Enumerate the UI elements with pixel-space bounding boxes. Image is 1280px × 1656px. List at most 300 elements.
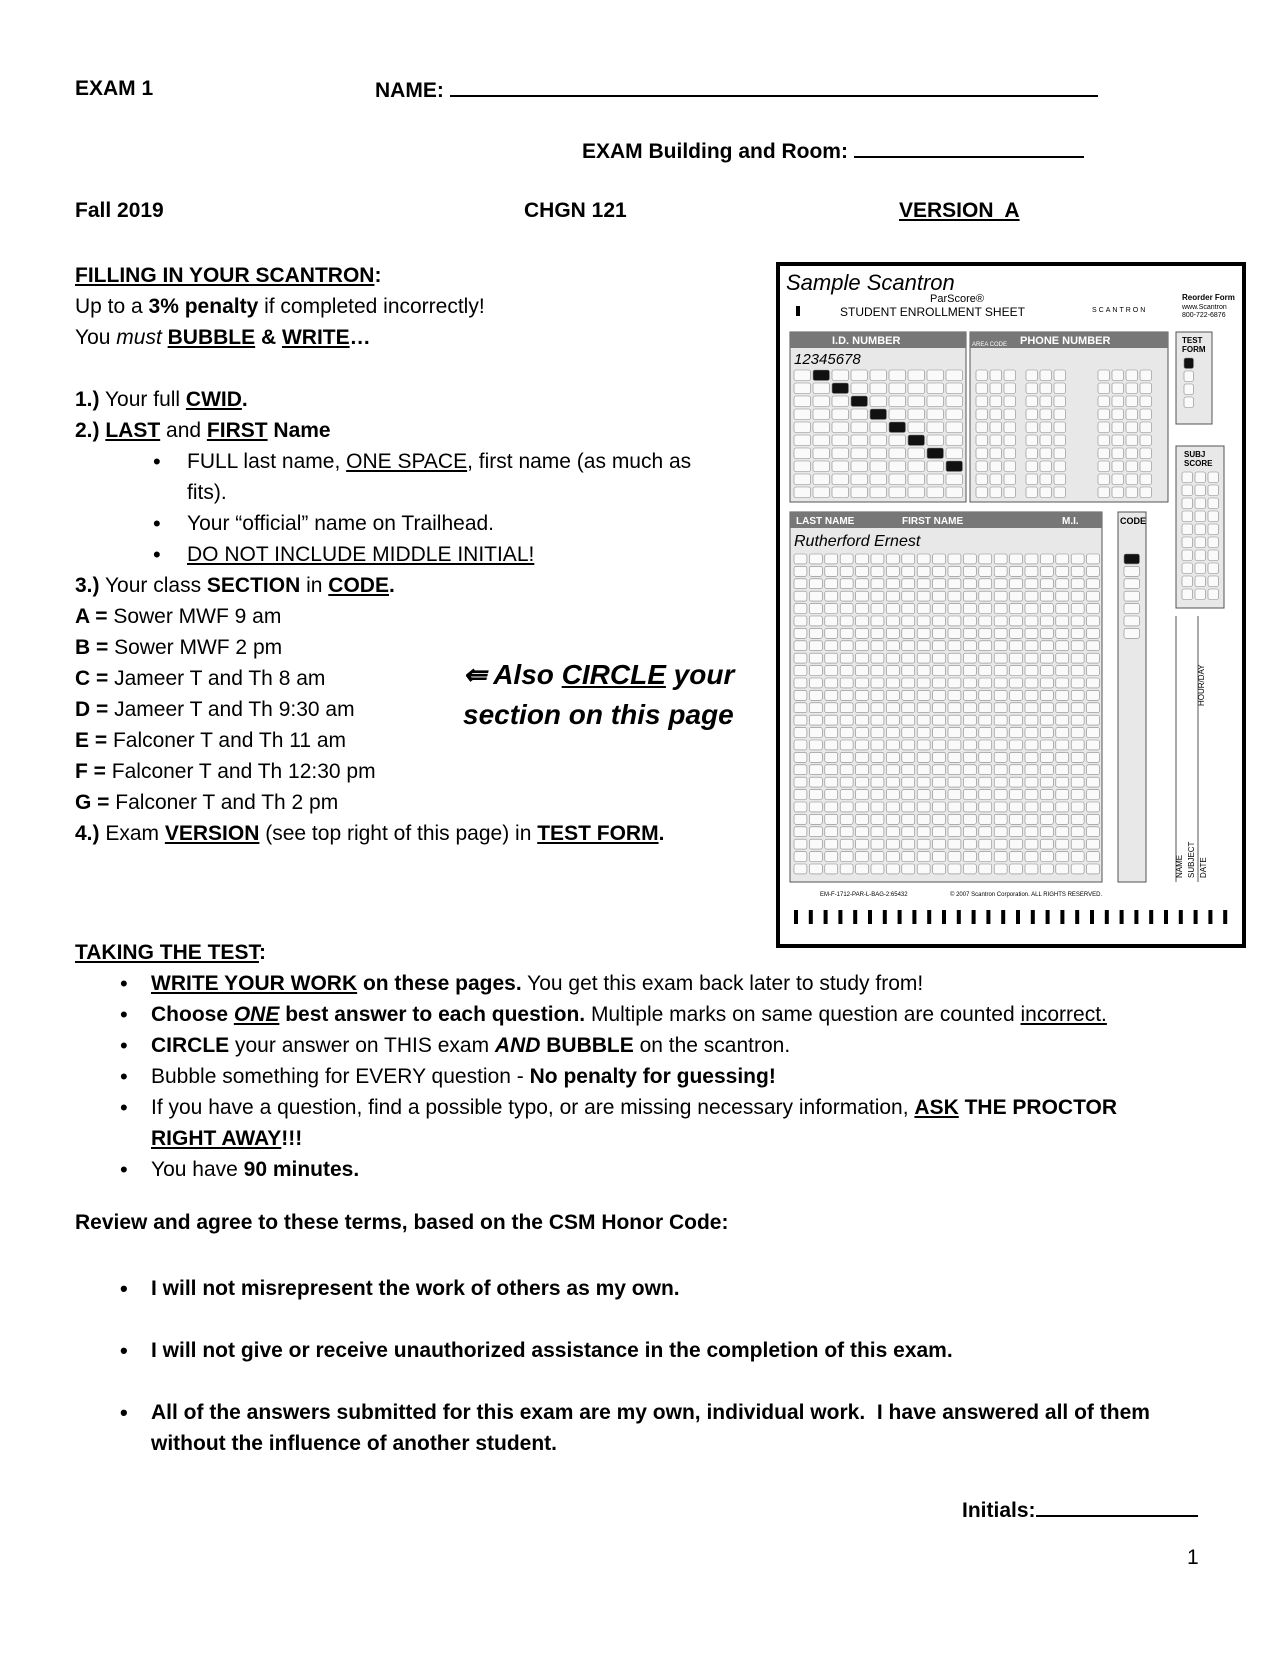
bubble [794,666,807,676]
bubble [933,628,946,638]
bubble [902,591,915,601]
bubble [809,678,822,688]
bubble [825,790,838,800]
bubble [946,474,963,485]
bubble [902,641,915,651]
bubble [840,852,853,862]
bubble [902,728,915,738]
bubble [927,383,944,394]
bubble [1056,591,1069,601]
bubble [1098,474,1110,485]
timing-mark [1208,910,1212,924]
bubble [990,396,1002,407]
bubble [1010,864,1023,874]
bubble [933,579,946,589]
bubble [832,396,849,407]
bubble [813,474,830,485]
bubble [1071,827,1084,837]
bubble [990,370,1002,381]
bubble [908,422,925,433]
bubble [809,802,822,812]
bubble [933,641,946,651]
timing-mark [912,910,916,924]
bubble [1071,579,1084,589]
bubble [948,641,961,651]
phone-number-label: PHONE NUMBER [1020,335,1111,347]
bubble [1026,409,1038,420]
bubble [994,752,1007,762]
bubble [948,715,961,725]
bubble [886,616,899,626]
step-2: 2.) LAST and FIRST Name [75,419,331,442]
bubble [979,752,992,762]
bubble [1056,579,1069,589]
bubble [902,827,915,837]
bubble [1208,589,1219,600]
bubble [933,703,946,713]
bubble [1071,728,1084,738]
bubble [1195,498,1206,509]
bubble [1140,461,1152,472]
bubble [886,703,899,713]
bubble [1098,448,1110,459]
bubble [902,616,915,626]
bubble [917,678,930,688]
bubble [917,653,930,663]
bubble [946,435,963,446]
bubble [948,777,961,787]
bubble [1087,715,1100,725]
bubble [917,740,930,750]
bubble [902,678,915,688]
bubble [1087,666,1100,676]
id-number-label: I.D. NUMBER [832,335,901,347]
filling-heading: FILLING IN YOUR SCANTRON [75,264,375,287]
bubble [851,461,868,472]
bubble [1184,384,1194,395]
bubble [1195,537,1206,548]
bubble [994,864,1007,874]
bubble [1040,827,1053,837]
bubble [889,448,906,459]
bubble [794,616,807,626]
bubble [933,678,946,688]
bubble [902,740,915,750]
bubble [856,591,869,601]
bubble [840,604,853,614]
section-code-item: C = Jameer T and Th 8 am [75,667,326,690]
bubble [902,628,915,638]
bubble [851,474,868,485]
bubble [979,827,992,837]
bubble [1087,740,1100,750]
initials-field[interactable] [962,1497,1198,1523]
id-number-written: 12345678 [794,351,861,368]
bubble [832,409,849,420]
honor-heading: Review and agree to these terms, based on the CSM Honor Code: [75,1211,729,1234]
bubble [948,678,961,688]
bubble [1056,864,1069,874]
bubble [994,591,1007,601]
bubble [794,604,807,614]
bubble [902,690,915,700]
bubble [917,728,930,738]
bubble [840,777,853,787]
form-number: EM-F-1712-PAR-L-BAG-2:65432 [820,892,908,898]
bubble [825,666,838,676]
bubble [917,715,930,725]
bubble [1087,852,1100,862]
bubble [886,765,899,775]
bubble [946,422,963,433]
bubble [1054,396,1066,407]
bubble [794,628,807,638]
bubble [886,678,899,688]
timing-mark [957,910,961,924]
initials-blank[interactable] [1036,1497,1198,1517]
bubble [1054,474,1066,485]
bubble [871,839,884,849]
bubble [840,678,853,688]
section-code-item: G = Falconer T and Th 2 pm [75,791,339,814]
bubble [840,802,853,812]
bubble [933,802,946,812]
bubble [886,554,899,564]
bubble [889,435,906,446]
bubble [963,703,976,713]
bubble [1087,802,1100,812]
name-rule-item: • FULL last name, ONE SPACE, first name (as much as fits). [150,446,691,508]
bubble [840,715,853,725]
bubble [902,765,915,775]
bubble [840,641,853,651]
bubble [990,461,1002,472]
bubble [794,435,811,446]
bubble [1124,591,1140,601]
bubble [933,777,946,787]
bubble [917,802,930,812]
bubble [856,752,869,762]
scantron-reorder-2: www.Scantron [1182,304,1227,311]
bubble [856,678,869,688]
bubble [809,827,822,837]
bubble [917,765,930,775]
last-name-label: LAST NAME [796,516,855,527]
course: CHGN 121 [524,199,627,222]
bubble [963,839,976,849]
bubble [1140,370,1152,381]
bubble [1140,396,1152,407]
step-3: 3.) Your class SECTION in CODE. [75,574,395,597]
bubble [1054,383,1066,394]
bubble [946,409,963,420]
bubble [1004,396,1016,407]
bubble [1040,628,1053,638]
bubble [856,740,869,750]
bubble [825,765,838,775]
bubble [1025,777,1038,787]
bubble [840,839,853,849]
bubble [1004,383,1016,394]
bubble [840,752,853,762]
bubble [927,422,944,433]
bubble [1054,422,1066,433]
bubble [1056,777,1069,787]
bubble [840,827,853,837]
bubble [976,383,988,394]
bubble [994,802,1007,812]
bubble [948,827,961,837]
bubble [886,777,899,787]
bubble [1054,448,1066,459]
bubble [856,814,869,824]
bubble [979,852,992,862]
bubble [927,370,944,381]
bubble [794,566,807,576]
bubble [871,864,884,874]
bubble [794,474,811,485]
bubble [994,852,1007,862]
bubble [856,690,869,700]
bubble [1208,472,1219,483]
bubble [1124,628,1140,638]
bubble [813,461,830,472]
bubble [832,422,849,433]
bubble [1040,703,1053,713]
bubble [851,383,868,394]
bubble [994,653,1007,663]
bubble [889,396,906,407]
bubble [1140,487,1152,498]
bubble [1126,422,1138,433]
bubble [794,641,807,651]
bubble [1040,448,1052,459]
bubble [851,422,868,433]
bubble [1126,487,1138,498]
bubble [1040,604,1053,614]
bubble [1004,474,1016,485]
bubble [840,864,853,874]
bubble [886,641,899,651]
bubble [1184,397,1194,408]
bubble [908,370,925,381]
bubble [1056,666,1069,676]
bubble [927,474,944,485]
bubble [990,474,1002,485]
bubble [927,435,944,446]
bubble [1098,487,1110,498]
bubble [832,448,849,459]
bubble [809,839,822,849]
bubble [1195,563,1206,574]
bubble [794,765,807,775]
bubble [886,790,899,800]
bubble [1025,728,1038,738]
bubble [840,765,853,775]
bubble [917,579,930,589]
bubble [979,740,992,750]
bubble [856,839,869,849]
bubble [794,728,807,738]
bubble [856,554,869,564]
exam-label: EXAM 1 [75,77,154,100]
bubble [871,827,884,837]
bubble [825,852,838,862]
bubble [825,728,838,738]
bubble [1056,628,1069,638]
name-blank[interactable] [450,77,1098,97]
bubble [1126,448,1138,459]
bubble [1040,461,1052,472]
bubble [870,461,887,472]
bubble [856,827,869,837]
bubble [840,566,853,576]
name-field[interactable] [375,77,1098,103]
bubble [1040,591,1053,601]
bubble [886,628,899,638]
bubble [1182,524,1193,535]
bubble [813,409,830,420]
bubble [963,765,976,775]
bubble [963,740,976,750]
bubble [917,616,930,626]
bubble [979,728,992,738]
bubble [1087,678,1100,688]
bubble [1071,554,1084,564]
taking-rule-item: • You have 90 minutes. [75,1154,1117,1185]
honor-terms-2 [75,1335,953,1366]
bubble [979,777,992,787]
section-code-item: D = Jameer T and Th 9:30 am [75,698,355,721]
bubble [979,666,992,676]
bubble [1124,579,1140,589]
bubble [856,616,869,626]
bubble [979,628,992,638]
bubble [1087,827,1100,837]
hour-day-label: HOUR/DAY [1197,664,1206,706]
bubble [933,740,946,750]
bubble [794,487,811,498]
bubble [990,422,1002,433]
bubble [1087,790,1100,800]
bubble [1126,435,1138,446]
bubble [1087,765,1100,775]
timing-mark [1179,910,1183,924]
bubble [1025,827,1038,837]
bubble [1026,474,1038,485]
bubble [1025,666,1038,676]
bubble [1025,628,1038,638]
bubble [871,579,884,589]
bubble [1004,409,1016,420]
bubble [825,715,838,725]
bubble [963,579,976,589]
bubble [1071,814,1084,824]
bubble [1004,370,1016,381]
bubble [933,666,946,676]
timing-mark [809,910,813,924]
bubble [886,666,899,676]
bubble [946,448,963,459]
bubble [825,616,838,626]
bubble [927,487,944,498]
bubble [979,678,992,688]
room-blank[interactable] [854,138,1084,158]
bubble [1208,524,1219,535]
bubble [1025,653,1038,663]
bubble [1040,852,1053,862]
circle-section-note: ⇚ Also CIRCLE your section on this page [463,659,735,730]
bubble [825,554,838,564]
bubble [1112,461,1124,472]
room-field[interactable] [582,138,1084,164]
bubble [994,666,1007,676]
bubble [933,790,946,800]
bubble [948,666,961,676]
bubble [825,864,838,874]
bubble [870,370,887,381]
bubble [979,554,992,564]
bubble [1025,839,1038,849]
code-label: CODE [1120,516,1147,526]
initials-label: Initials: [962,1499,1036,1522]
bubble [871,703,884,713]
bubble [851,448,868,459]
filled-bubble [832,383,849,394]
bubble [1087,777,1100,787]
step-1: 1.) Your full CWID. [75,388,248,411]
bubble [963,616,976,626]
bubble [1195,550,1206,561]
bubble [1208,576,1219,587]
test-form-label-2: FORM [1182,345,1206,354]
bubble [1056,827,1069,837]
bubble [946,370,963,381]
bubble [1010,616,1023,626]
bubble [933,604,946,614]
bubble [917,852,930,862]
bubble [1025,604,1038,614]
bubble [979,765,992,775]
bubble [889,383,906,394]
bubble [1098,396,1110,407]
bubble [1071,653,1084,663]
timing-mark [853,910,857,924]
bubble [886,852,899,862]
bubble [809,616,822,626]
bubble [963,802,976,812]
subject-side-label: SUBJECT [1187,841,1196,878]
bubble [1010,653,1023,663]
bubble [840,591,853,601]
bubble [963,715,976,725]
bubble [1087,554,1100,564]
bubble [948,814,961,824]
bubble [1010,554,1023,564]
bubble [809,715,822,725]
bubble [1040,765,1053,775]
bubble [832,461,849,472]
bubble [927,396,944,407]
bubble [794,678,807,688]
bubble [1026,461,1038,472]
bubble [889,370,906,381]
bubble [794,554,807,564]
bubble [979,566,992,576]
bubble [1071,628,1084,638]
bubble [908,474,925,485]
bubble [917,628,930,638]
